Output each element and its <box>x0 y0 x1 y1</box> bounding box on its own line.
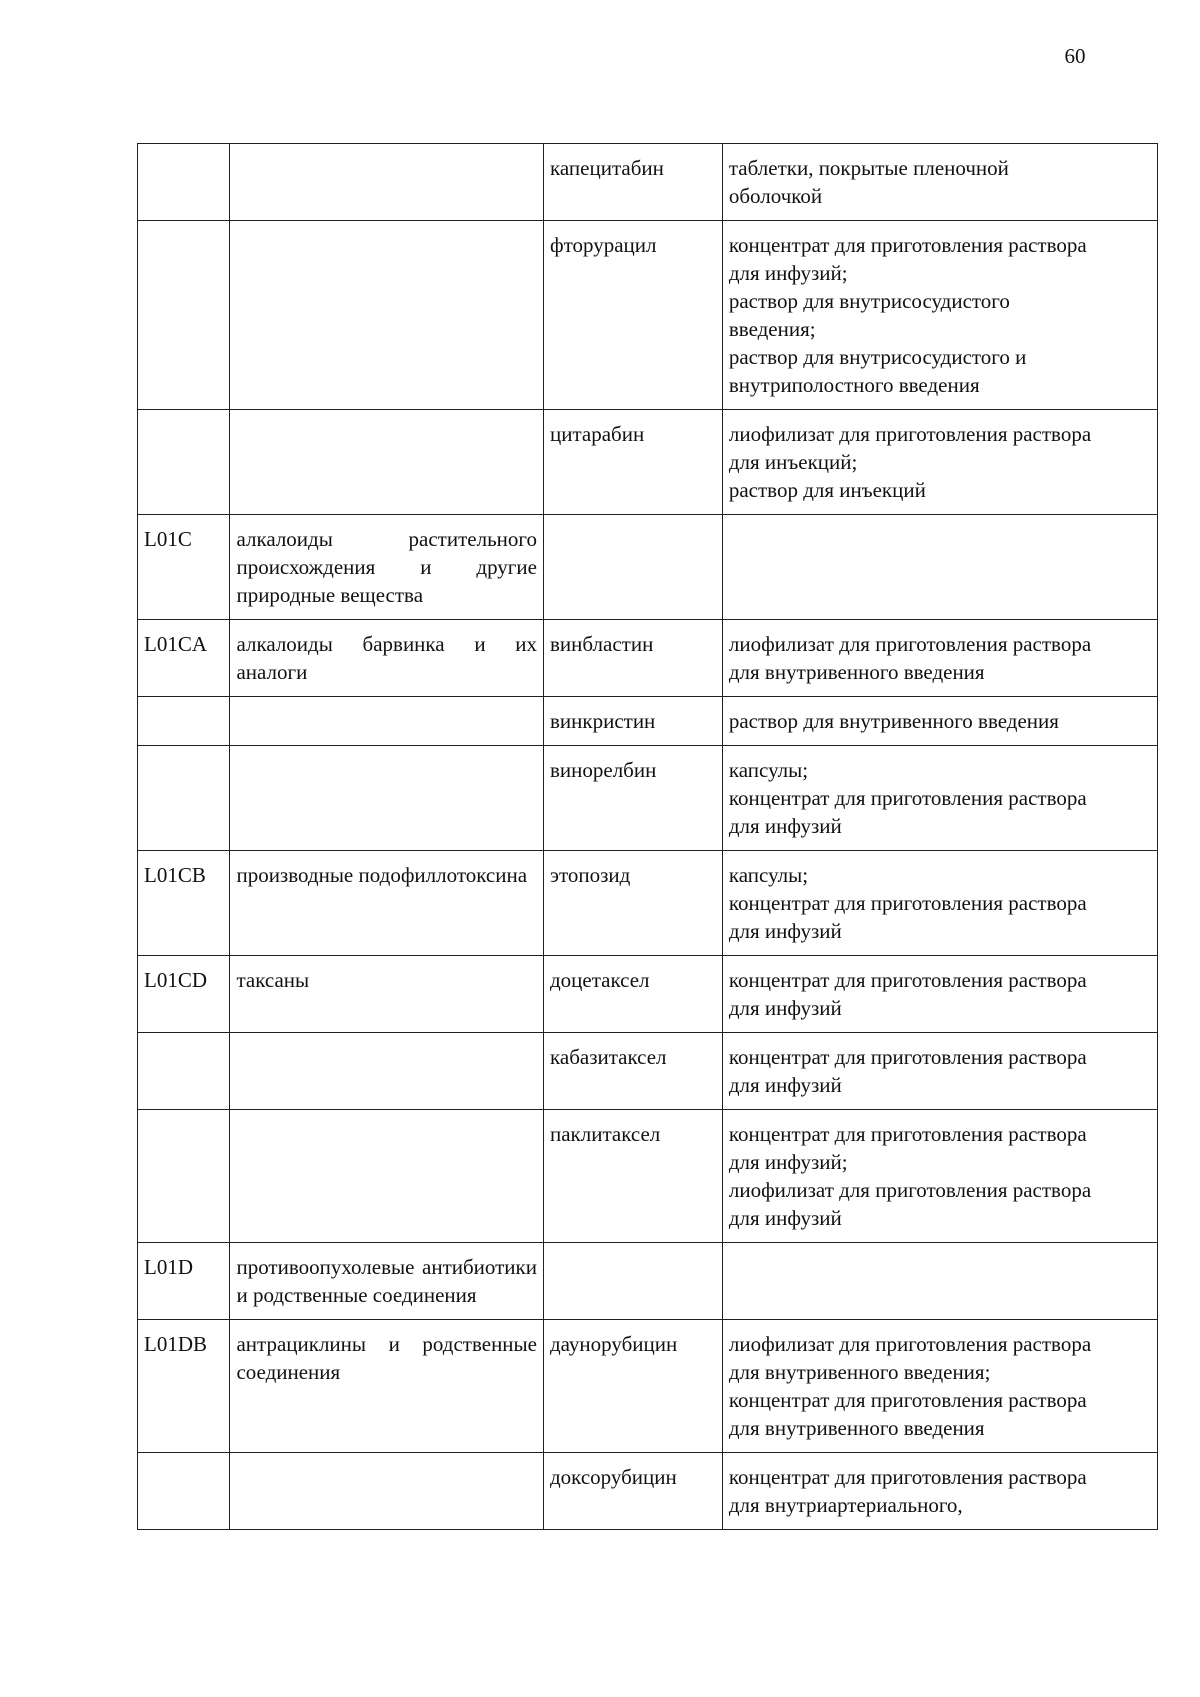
drug-name-cell: этопозид <box>543 851 722 956</box>
drug-name-cell <box>543 1243 722 1320</box>
dosage-form-line: раствор для внутрисосудистого <box>728 289 1010 313</box>
dosage-form-line: лиофилизат для приготовления раствора <box>728 1332 1092 1356</box>
table-row <box>138 221 1158 410</box>
dosage-form-line: для инфузий <box>728 1073 842 1097</box>
anatomical-therapeutic-group-cell <box>230 1243 544 1320</box>
table-row <box>138 697 1158 746</box>
table-row <box>138 1320 1158 1453</box>
table-row <box>138 851 1158 956</box>
dosage-form-cell <box>722 956 1157 1033</box>
page-number: 60 <box>1064 44 1086 68</box>
atc-code-cell <box>138 697 230 746</box>
drug-name-cell: винорелбин <box>543 746 722 851</box>
dosage-form-line: для внутривенного введения <box>728 1416 985 1440</box>
anatomical-therapeutic-group-cell <box>230 1033 544 1110</box>
table-body <box>138 144 1158 1530</box>
dosage-form-line: таблетки, покрытые пленочной <box>728 156 1009 180</box>
dosage-form-line: для инфузий; <box>728 261 848 285</box>
drug-name-cell <box>543 515 722 620</box>
dosage-form-cell <box>722 1110 1157 1243</box>
drug-name-cell: фторурацил <box>543 221 722 410</box>
anatomical-therapeutic-group-cell <box>230 221 544 410</box>
dosage-form-cell <box>722 221 1157 410</box>
dosage-form-cell <box>722 1033 1157 1110</box>
atc-code-cell: L01CB <box>138 851 230 956</box>
dosage-form-line: капсулы; <box>728 863 809 887</box>
anatomical-therapeutic-group-cell <box>230 620 544 697</box>
dosage-form-line: лиофилизат для приготовления раствора <box>728 632 1092 656</box>
dosage-form-cell <box>722 620 1157 697</box>
atc-code-cell: L01CD <box>138 956 230 1033</box>
dosage-form-cell <box>722 697 1157 746</box>
dosage-form-line: для инфузий <box>728 919 842 943</box>
group-text: производные подофиллотоксина <box>236 863 528 887</box>
dosage-form-line: раствор для инъекций <box>728 478 926 502</box>
anatomical-therapeutic-group-cell <box>230 697 544 746</box>
dosage-form-cell <box>722 1453 1157 1530</box>
group-text: алкалоиды барвинка и их аналоги <box>236 632 537 684</box>
atc-code-cell: L01DB <box>138 1320 230 1453</box>
anatomical-therapeutic-group-cell <box>230 144 544 221</box>
anatomical-therapeutic-group-cell <box>230 1110 544 1243</box>
dosage-form-line: концентрат для приготовления раствора <box>728 891 1087 915</box>
dosage-form-line: концентрат для приготовления раствора <box>728 1122 1087 1146</box>
group-text: алкалоиды растительного происхождения и другие природные вещества <box>236 527 537 607</box>
dosage-form-line: концентрат для приготовления раствора <box>728 233 1087 257</box>
table-row <box>138 1453 1158 1530</box>
dosage-form-line: для внутриартериального, <box>728 1493 963 1517</box>
atc-code-cell <box>138 1033 230 1110</box>
drug-name-cell: паклитаксел <box>543 1110 722 1243</box>
drug-name-cell: капецитабин <box>543 144 722 221</box>
drug-name-cell: кабазитаксел <box>543 1033 722 1110</box>
atc-code-cell: L01C <box>138 515 230 620</box>
table-row <box>138 1243 1158 1320</box>
table-row <box>138 1110 1158 1243</box>
group-text: таксаны <box>236 968 310 992</box>
dosage-form-line: внутриполостного введения <box>728 373 980 397</box>
dosage-form-line: концентрат для приготовления раствора <box>728 786 1087 810</box>
dosage-form-line: капсулы; <box>728 758 809 782</box>
dosage-form-line: оболочкой <box>728 184 823 208</box>
atc-code-cell <box>138 221 230 410</box>
atc-code-cell: L01CA <box>138 620 230 697</box>
group-text: антрациклины и родственные соединения <box>236 1332 537 1384</box>
dosage-form-line: концентрат для приготовления раствора <box>728 968 1087 992</box>
anatomical-therapeutic-group-cell <box>230 515 544 620</box>
dosage-form-line: введения; <box>728 317 816 341</box>
table-row <box>138 620 1158 697</box>
dosage-form-line: для инъекций; <box>728 450 858 474</box>
drug-table <box>137 143 1158 1530</box>
drug-name-cell: доцетаксел <box>543 956 722 1033</box>
dosage-form-cell <box>722 1320 1157 1453</box>
atc-code-cell <box>138 1110 230 1243</box>
dosage-form-line: для инфузий <box>728 814 842 838</box>
dosage-form-cell <box>722 746 1157 851</box>
dosage-form-line: раствор для внутривенного введения <box>728 709 1059 733</box>
atc-code-cell <box>138 746 230 851</box>
table-row <box>138 1033 1158 1110</box>
atc-code-cell: L01D <box>138 1243 230 1320</box>
table-row <box>138 746 1158 851</box>
dosage-form-line: для инфузий; <box>728 1150 848 1174</box>
atc-code-cell <box>138 1453 230 1530</box>
dosage-form-cell <box>722 515 1157 620</box>
group-text: противоопухолевые антибиотики и родственные соединения <box>236 1255 537 1307</box>
dosage-form-line: для инфузий <box>728 996 842 1020</box>
table-row <box>138 956 1158 1033</box>
drug-name-cell: винкристин <box>543 697 722 746</box>
dosage-form-line: лиофилизат для приготовления раствора <box>728 422 1092 446</box>
dosage-form-line: для внутривенного введения <box>728 660 985 684</box>
anatomical-therapeutic-group-cell <box>230 956 544 1033</box>
anatomical-therapeutic-group-cell <box>230 410 544 515</box>
dosage-form-line: концентрат для приготовления раствора <box>728 1465 1087 1489</box>
dosage-form-cell <box>722 410 1157 515</box>
dosage-form-line: концентрат для приготовления раствора <box>728 1388 1087 1412</box>
dosage-form-line: концентрат для приготовления раствора <box>728 1045 1087 1069</box>
drug-name-cell: даунорубицин <box>543 1320 722 1453</box>
dosage-form-line: лиофилизат для приготовления раствора <box>728 1178 1092 1202</box>
table-row <box>138 515 1158 620</box>
anatomical-therapeutic-group-cell <box>230 746 544 851</box>
dosage-form-cell <box>722 851 1157 956</box>
drug-name-cell: винбластин <box>543 620 722 697</box>
dosage-form-cell <box>722 144 1157 221</box>
drug-name-cell: доксорубицин <box>543 1453 722 1530</box>
drug-name-cell: цитарабин <box>543 410 722 515</box>
dosage-form-line: для внутривенного введения; <box>728 1360 991 1384</box>
dosage-form-line: раствор для внутрисосудистого и <box>728 345 1027 369</box>
anatomical-therapeutic-group-cell <box>230 1453 544 1530</box>
table-row <box>138 410 1158 515</box>
atc-code-cell <box>138 410 230 515</box>
atc-code-cell <box>138 144 230 221</box>
table-row <box>138 144 1158 221</box>
dosage-form-cell <box>722 1243 1157 1320</box>
anatomical-therapeutic-group-cell <box>230 1320 544 1453</box>
dosage-form-line: для инфузий <box>728 1206 842 1230</box>
anatomical-therapeutic-group-cell <box>230 851 544 956</box>
